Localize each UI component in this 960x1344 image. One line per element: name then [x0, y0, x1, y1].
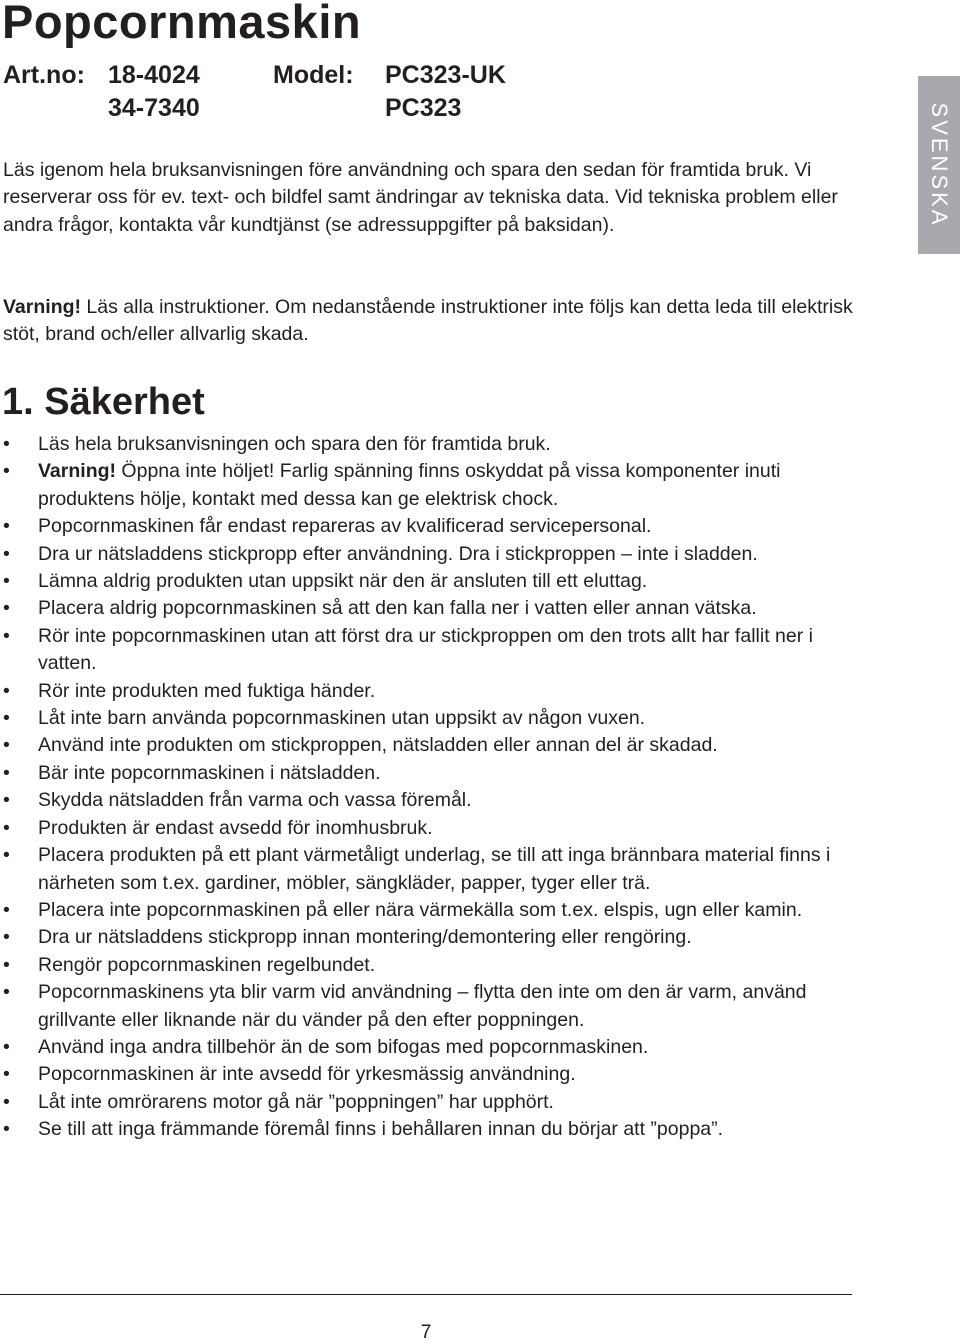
- bullet-marker: •: [3, 597, 10, 620]
- bullet-text: Lämna aldrig produkten utan uppsikt när den är ansluten till ett eluttag.: [38, 570, 648, 593]
- bullet-text: Popcornmaskinen får endast repareras av kvalificerad servicepersonal.: [38, 515, 652, 538]
- bullet-text: Popcornmaskinens yta blir varm vid användning – flytta den inte om den är varm, använd grillvante eller liknande när du vänder på den efter poppningen.: [38, 981, 807, 1031]
- bullet-marker: •: [3, 898, 10, 921]
- intro-paragraph: Läs igenom hela bruksanvisningen före användning och spara den sedan för framtida bruk. Vi reserverar oss för ev. text- och bildfel samt ändringar av tekniska data. Vid tekniska problem eller andra frågor, kontakta vår kundtjänst (se adressuppgifter på baksidan).: [3, 159, 838, 236]
- safety-bullet-item: [0, 842, 860, 897]
- bullet-text: Dra ur nätsladdens stickpropp efter användning. Dra i stickproppen – inte i sladden.: [38, 542, 758, 565]
- bullet-text: Placera inte popcornmaskinen på eller nära värmekälla som t.ex. elspis, ugn eller kamin.: [38, 898, 803, 921]
- bullet-marker: •: [3, 926, 10, 949]
- bullet-marker: •: [3, 734, 10, 757]
- safety-bullet-item: [0, 623, 860, 678]
- language-tab: [918, 76, 960, 254]
- safety-bullet-item: [0, 568, 860, 595]
- bullet-marker: •: [3, 789, 10, 812]
- footer-divider: [0, 1294, 852, 1295]
- safety-bullet-list: [0, 431, 860, 1144]
- page-number: 7: [420, 1322, 432, 1343]
- art-number-2: 34-7340: [108, 94, 200, 122]
- safety-bullet-item: [0, 897, 860, 924]
- bullet-text: Rengör popcornmaskinen regelbundet.: [38, 953, 376, 976]
- bullet-text: Öppna inte höljet! Farlig spänning finns oskyddat på vissa komponenter inuti produktens hölje, kontakt med dessa kan ge elektrisk chock.: [38, 460, 781, 510]
- safety-bullet-item: [0, 979, 860, 1034]
- bullet-text: Se till att inga främmande föremål finns i behållaren innan du börjar att ”poppa”.: [38, 1118, 724, 1141]
- model-label: Model:: [273, 61, 354, 89]
- bullet-marker: •: [3, 1090, 10, 1113]
- bullet-text: Placera produkten på ett plant värmetåligt underlag, se till att inga brännbara material finns i närheten som t.ex. gardiner, möbler, sängkläder, papper, tyger eller trä.: [38, 844, 831, 894]
- bullet-marker: •: [3, 460, 10, 483]
- bullet-text: Bär inte popcornmaskinen i nätsladden.: [38, 761, 381, 784]
- bullet-marker: •: [3, 1035, 10, 1058]
- bullet-marker: •: [3, 981, 10, 1004]
- bullet-marker: •: [3, 570, 10, 593]
- safety-bullet-item: [0, 1061, 860, 1088]
- model-number-1: PC323-UK: [385, 61, 506, 89]
- warning-paragraph: [3, 294, 853, 349]
- bullet-marker: •: [3, 433, 10, 455]
- section-heading-safety: 1. Säkerhet: [2, 381, 205, 423]
- language-tab-label: SVENSKA: [927, 102, 952, 228]
- safety-bullet-item: [0, 458, 860, 513]
- bullet-text: Använd inga andra tillbehör än de som bifogas med popcornmaskinen.: [38, 1035, 649, 1058]
- bullet-marker: •: [3, 542, 10, 565]
- bullet-lead: Varning!: [38, 460, 117, 483]
- safety-bullet-item: [0, 1116, 860, 1143]
- art-number-1: 18-4024: [108, 61, 200, 89]
- safety-bullet-item: [0, 513, 860, 540]
- art-no-label: Art.no:: [3, 61, 85, 89]
- bullet-text: Låt inte omrörarens motor gå när ”poppningen” har upphört.: [38, 1090, 554, 1113]
- bullet-marker: •: [3, 1063, 10, 1086]
- safety-bullet-item: [0, 1034, 860, 1061]
- bullet-text: Rör inte produkten med fuktiga händer.: [38, 679, 376, 702]
- bullet-text: Popcornmaskinen är inte avsedd för yrkesmässig användning.: [38, 1063, 576, 1086]
- bullet-marker: •: [3, 515, 10, 538]
- bullet-text: Placera aldrig popcornmaskinen så att den kan falla ner i vatten eller annan vätska.: [38, 597, 757, 620]
- bullet-text: Låt inte barn använda popcornmaskinen utan uppsikt av någon vuxen.: [38, 707, 646, 730]
- bullet-text: Rör inte popcornmaskinen utan att först dra ur stickproppen om den trots allt har fallit ner i vatten.: [38, 624, 813, 675]
- model-number-2: PC323: [385, 94, 462, 122]
- warning-text: Läs alla instruktioner. Om nedanstående instruktioner inte följs kan detta leda till elektrisk stöt, brand och/eller allvarlig skada.: [3, 296, 853, 346]
- safety-bullet-item: [0, 1089, 860, 1116]
- safety-bullet-item: [0, 952, 860, 979]
- warning-label: Varning!: [3, 296, 82, 318]
- safety-bullet-item: [0, 760, 860, 787]
- bullet-marker: •: [3, 1118, 10, 1141]
- safety-bullet-item: [0, 678, 860, 705]
- safety-bullet-item: [0, 815, 860, 842]
- bullet-text: Produkten är endast avsedd för inomhusbruk.: [38, 816, 433, 839]
- bullet-marker: •: [3, 816, 10, 839]
- document-title: Popcornmaskin: [2, 0, 362, 48]
- bullet-text: Använd inte produkten om stickproppen, nätsladden eller annan del är skadad.: [38, 734, 718, 757]
- bullet-marker: •: [3, 707, 10, 730]
- bullet-marker: •: [3, 953, 10, 976]
- safety-bullet-item: [0, 705, 860, 732]
- bullet-marker: •: [3, 761, 10, 784]
- bullet-text: Läs hela bruksanvisningen och spara den för framtida bruk.: [38, 433, 551, 455]
- safety-bullet-item: [0, 541, 860, 568]
- safety-bullet-item: [0, 924, 860, 951]
- safety-bullet-item: [0, 595, 860, 622]
- safety-bullet-item: [0, 431, 860, 458]
- safety-bullet-item: [0, 787, 860, 814]
- bullet-marker: •: [3, 844, 10, 867]
- bullet-marker: •: [3, 679, 10, 702]
- bullet-text: Skydda nätsladden från varma och vassa föremål.: [38, 789, 472, 812]
- bullet-text: Dra ur nätsladdens stickpropp innan montering/demontering eller rengöring.: [38, 926, 692, 949]
- safety-bullet-item: [0, 732, 860, 759]
- bullet-marker: •: [3, 624, 10, 647]
